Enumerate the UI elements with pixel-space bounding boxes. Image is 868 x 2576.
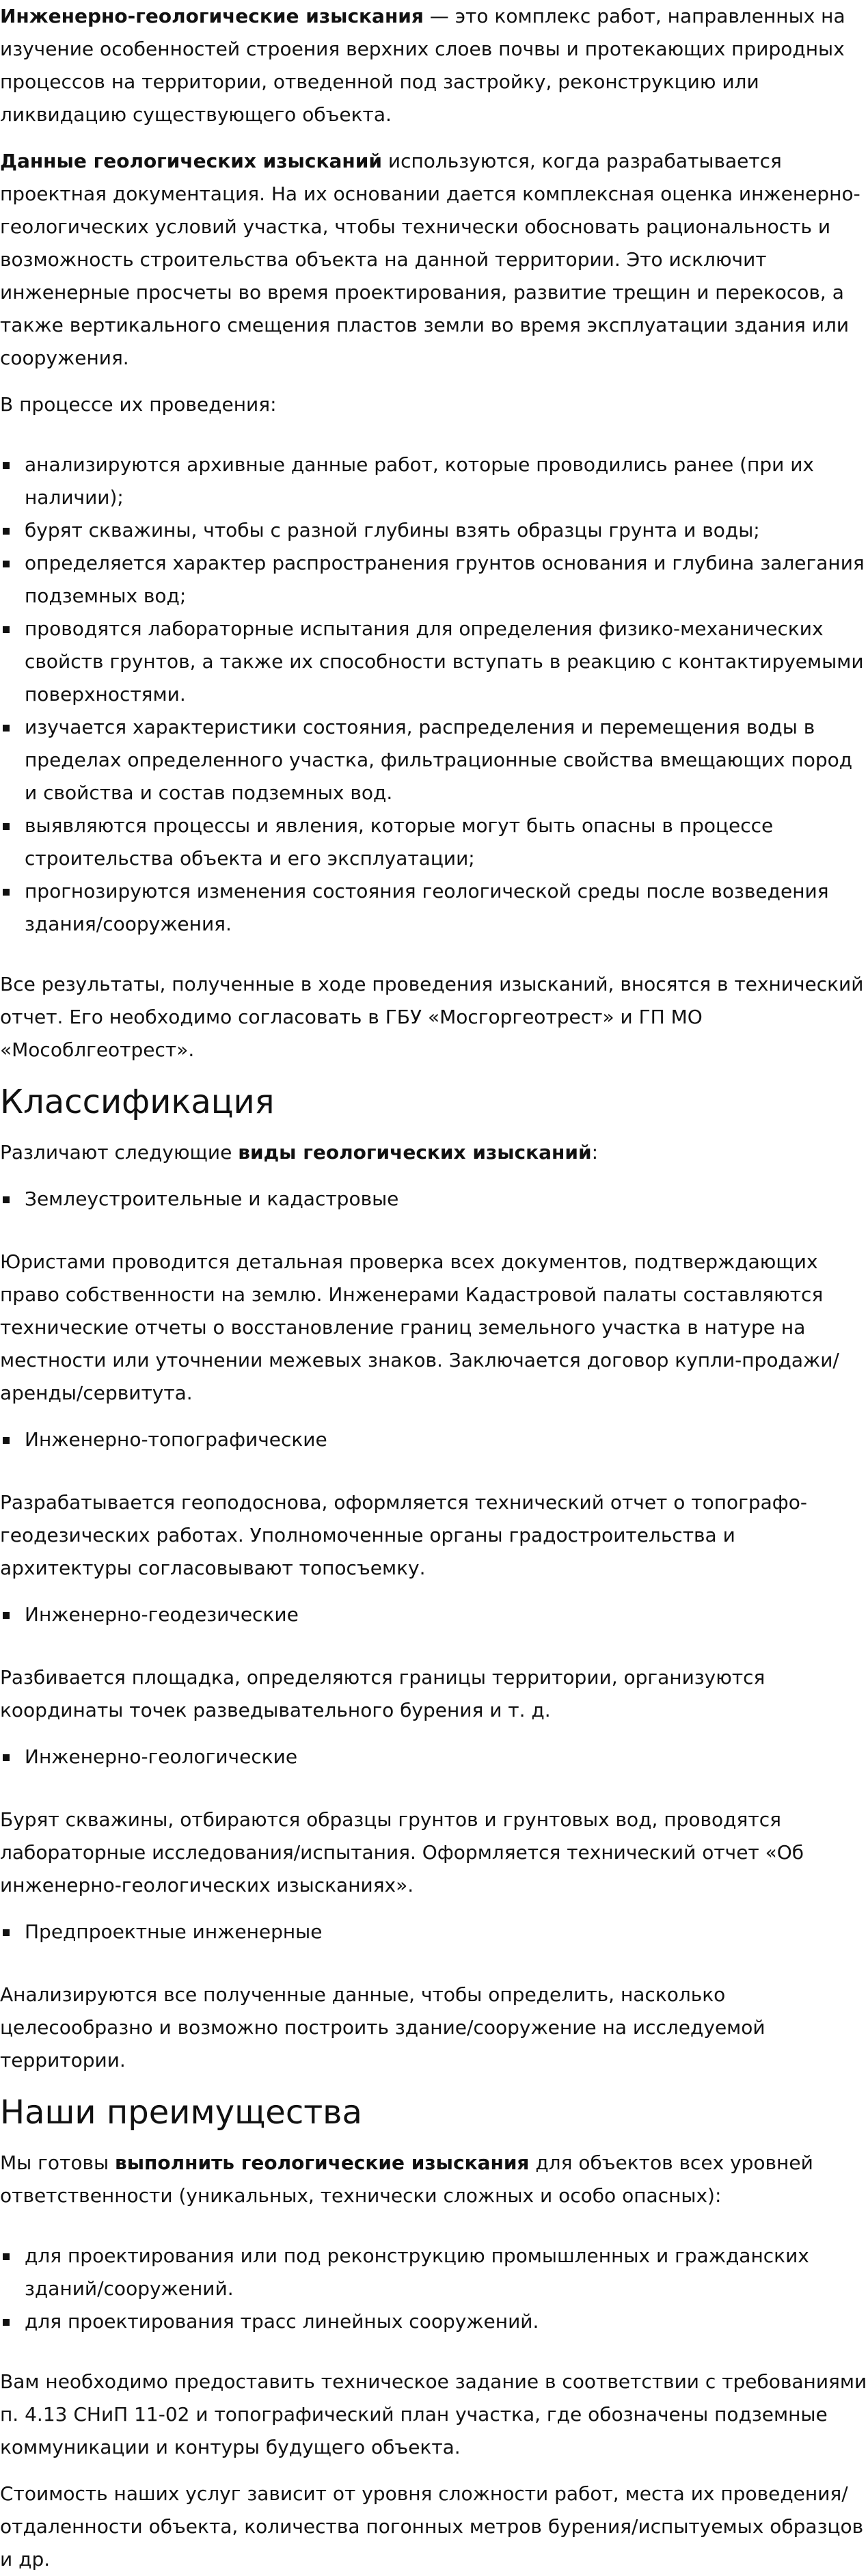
list-item: прогнозируются изменения состояния геологической среды после возведения здания/сооружения.: [0, 875, 868, 941]
intro-term: Инженерно-геологические изыскания: [0, 5, 424, 27]
usage-term: Данные геологических изысканий: [0, 150, 382, 172]
classification-heading: Классификация: [0, 1083, 275, 1121]
advantages-list: [0, 2240, 868, 2338]
requirements-paragraph: Вам необходимо предоставить техническое задание в соответствии с требованиями п. 4.13 СНиП 11-02 и топографический план участка, где обозначены подземные коммуникации и контуры будущего объекта.: [0, 2370, 867, 2458]
type-item: Инженерно-геодезические: [0, 1598, 868, 1631]
process-lead: В процессе их проведения:: [0, 393, 277, 416]
type-description: Бурят скважины, отбираются образцы грунтов и грунтовых вод, проводятся лабораторные исследования/испытания. Оформляется технический отчет «Об инженерно-геологических изысканиях».: [0, 1808, 804, 1896]
type-list: [0, 1183, 868, 1216]
type-list: [0, 1598, 868, 1631]
list-item: изучается характеристики состояния, распределения и перемещения воды в пределах определенного участка, фильтрационные свойства вмещающих пород и свойства и состав подземных вод.: [0, 711, 868, 809]
intro-definition: — это комплекс работ, направленных на изучение особенностей строения верхних слоев почвы и протекающих природных процессов на территории, отведенной под застройку, реконструкцию или ликвидацию существующего объекта.: [0, 5, 845, 126]
advantages-intro-rest: для объектов всех уровней ответственности (уникальных, технически сложных и особо опасных):: [0, 2151, 813, 2207]
type-description: Разбивается площадка, определяются границы территории, организуются координаты точек разведывательного бурения и т. д.: [0, 1666, 765, 1721]
classification-intro: [0, 1136, 868, 1169]
type-description: Юристами проводится детальная проверка всех документов, подтверждающих право собственности на землю. Инженерами Кадастровой палаты составляются технические отчеты о восстановление границ земельного участка в натуре на местности или уточнении межевых знаков. Заключается договор купли-продажи/аренды/сервитута.: [0, 1250, 839, 1404]
results-paragraph: Все результаты, полученные в ходе проведения изысканий, вносятся в технический отчет. Его необходимо согласовать в ГБУ «Мосгоргеотрест» и ГП МО «Мособлгеотрест».: [0, 973, 864, 1061]
advantages-intro-text: Мы готовы: [0, 2151, 115, 2174]
list-item: анализируются архивные данные работ, которые проводились ранее (при их наличии);: [0, 448, 868, 514]
classification-intro-bold: виды геологических изысканий: [238, 1141, 592, 1164]
list-item: проводятся лабораторные испытания для определения физико-механических свойств грунтов, а также их способности вступать в реакцию с контактируемыми поверхностями.: [0, 613, 868, 711]
list-item: для проектирования трасс линейных сооружений.: [0, 2305, 868, 2338]
intro-paragraph: [0, 0, 868, 131]
usage-paragraph: [0, 145, 868, 375]
type-list: [0, 1741, 868, 1773]
advantages-intro-bold: выполнить геологические изыскания: [114, 2151, 530, 2174]
type-list: [0, 1423, 868, 1456]
classification-intro-colon: :: [591, 1141, 599, 1164]
type-description: Анализируются все полученные данные, чтобы определить, насколько целесообразно и возможно построить здание/сооружение на исследуемой территории.: [0, 1983, 765, 2071]
cost-paragraph: Стоимость наших услуг зависит от уровня сложности работ, места их проведения/отдаленности объекта, количества погонных метров бурения/испытуемых образцов и др.: [0, 2482, 864, 2571]
list-item: для проектирования или под реконструкцию промышленных и гражданских зданий/сооружений.: [0, 2240, 868, 2305]
usage-text: используются, когда разрабатывается проектная документация. На их основании дается комплексная оценка инженерно-геологических условий участка, чтобы технически обосновать рациональность и возможность строительства объекта на данной территории. Это исключит инженерные просчеты во время проектирования, развитие трещин и перекосов, а также вертикального смещения пластов земли во время эксплуатации здания или сооружения.: [0, 150, 860, 369]
advantages-intro: [0, 2147, 868, 2212]
type-item: Предпроектные инженерные: [0, 1916, 868, 1948]
type-description: Разрабатывается геоподоснова, оформляется технический отчет о топографо-геодезических работах. Уполномоченные органы градостроительства и архитектуры согласовывают топосъемку.: [0, 1491, 807, 1579]
list-item: выявляются процессы и явления, которые могут быть опасны в процессе строительства объекта и его эксплуатации;: [0, 809, 868, 875]
list-item: бурят скважины, чтобы с разной глубины взять образцы грунта и воды;: [0, 514, 868, 547]
type-item: Землеустроительные и кадастровые: [0, 1183, 868, 1216]
list-item: определяется характер распространения грунтов основания и глубина залегания подземных вод;: [0, 547, 868, 613]
classification-intro-text: Различают следующие: [0, 1141, 239, 1164]
type-list: [0, 1916, 868, 1948]
process-list: [0, 448, 868, 941]
type-item: Инженерно-топографические: [0, 1423, 868, 1456]
type-item: Инженерно-геологические: [0, 1741, 868, 1773]
advantages-heading: Наши преимущества: [0, 2093, 362, 2132]
